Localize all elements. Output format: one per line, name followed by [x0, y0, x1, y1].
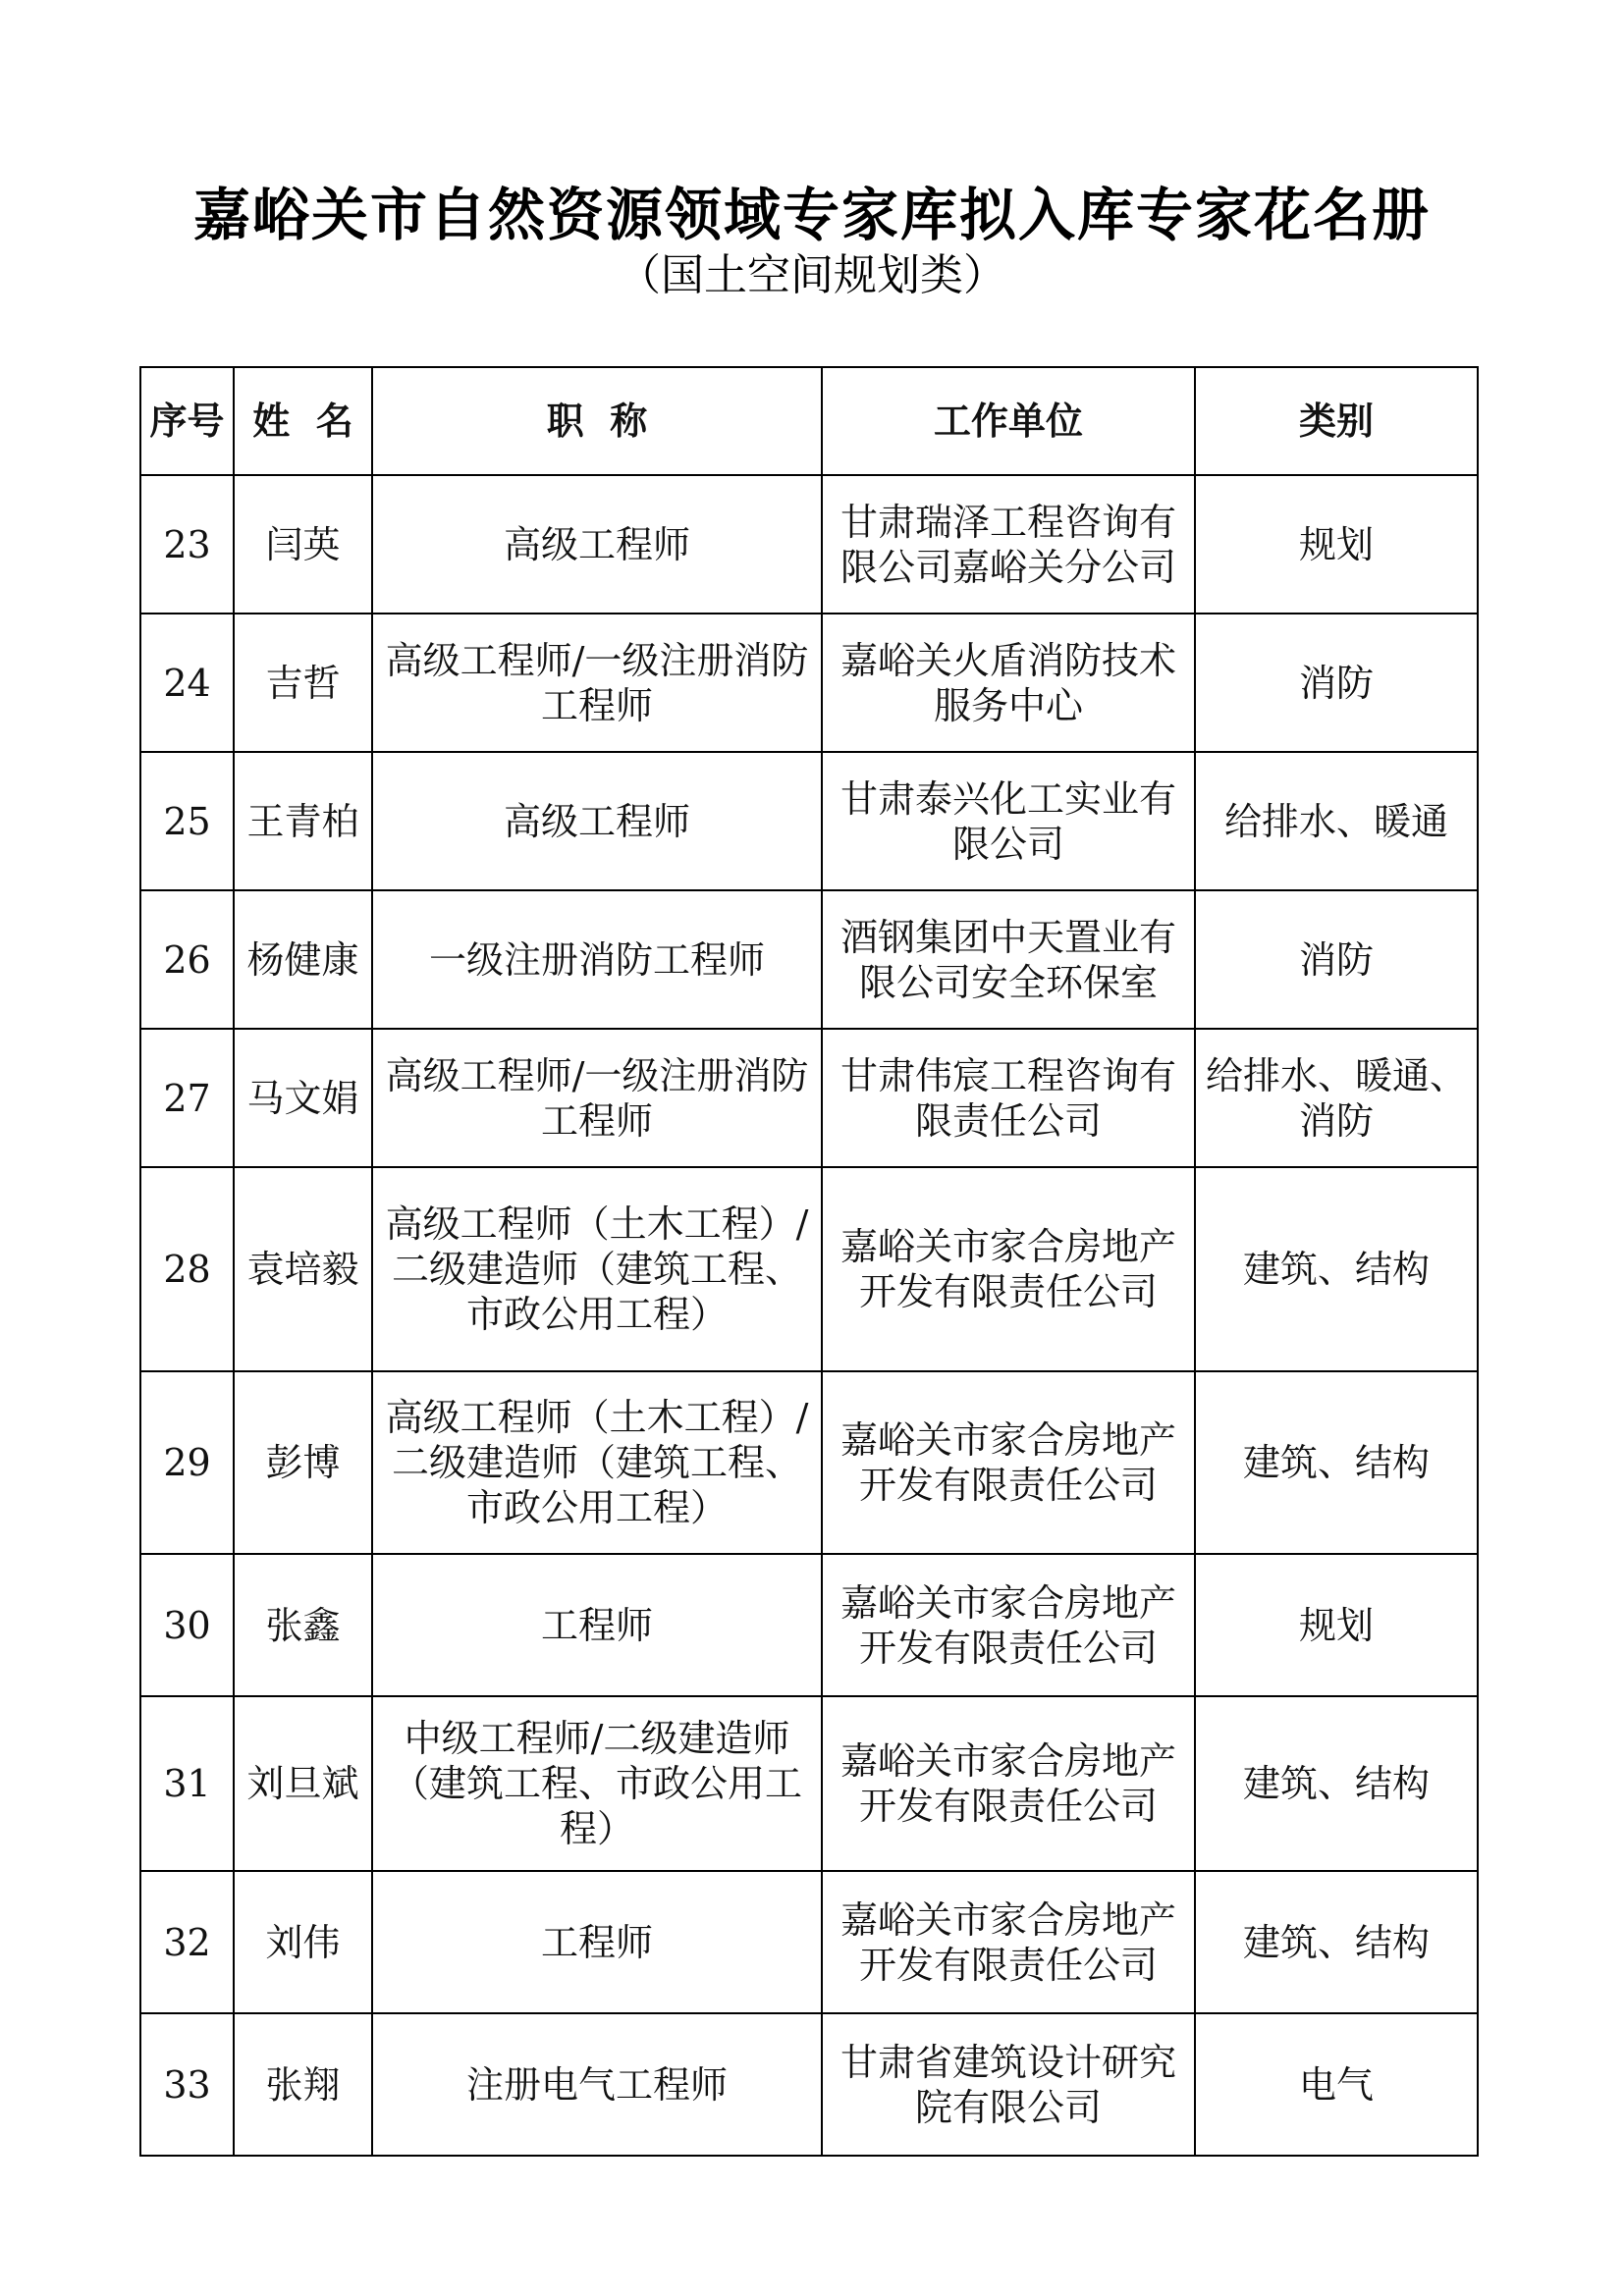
document-subtitle: （国土空间规划类） — [618, 250, 1006, 300]
table-row — [140, 614, 1478, 752]
row-title: 注册电气工程师 — [372, 2013, 822, 2156]
row-serial: 30 — [140, 1554, 234, 1696]
row-unit: 嘉峪关市家合房地产开发有限责任公司 — [822, 1696, 1195, 1871]
row-name: 王青柏 — [234, 752, 372, 890]
row-category: 建筑、结构 — [1195, 1167, 1478, 1371]
row-category: 消防 — [1195, 890, 1478, 1029]
row-unit: 甘肃省建筑设计研究院有限公司 — [822, 2013, 1195, 2156]
row-title: 一级注册消防工程师 — [372, 890, 822, 1029]
row-serial: 32 — [140, 1871, 234, 2013]
row-category: 建筑、结构 — [1195, 1696, 1478, 1871]
header-name: 姓 名 — [234, 367, 372, 475]
row-category: 给排水、暖通、消防 — [1195, 1029, 1478, 1167]
row-serial: 33 — [140, 2013, 234, 2156]
table-body — [140, 475, 1478, 2156]
row-unit: 甘肃泰兴化工实业有限公司 — [822, 752, 1195, 890]
expert-roster-table — [139, 366, 1479, 2157]
row-name: 彭博 — [234, 1371, 372, 1554]
row-unit: 嘉峪关市家合房地产开发有限责任公司 — [822, 1871, 1195, 2013]
row-category: 规划 — [1195, 1554, 1478, 1696]
header-title: 职 称 — [372, 367, 822, 475]
row-title: 工程师 — [372, 1871, 822, 2013]
header-serial: 序号 — [140, 367, 234, 475]
row-serial: 26 — [140, 890, 234, 1029]
row-name: 张鑫 — [234, 1554, 372, 1696]
table-row — [140, 1029, 1478, 1167]
row-unit: 甘肃瑞泽工程咨询有限公司嘉峪关分公司 — [822, 475, 1195, 614]
table-row — [140, 890, 1478, 1029]
table-row — [140, 2013, 1478, 2156]
row-title: 高级工程师/一级注册消防工程师 — [372, 1029, 822, 1167]
table-header-row — [140, 367, 1478, 475]
document-title: 嘉峪关市自然资源领域专家库拟入库专家花名册 — [192, 182, 1431, 248]
row-title: 高级工程师（土木工程）/二级建造师（建筑工程、市政公用工程） — [372, 1167, 822, 1371]
header-category: 类别 — [1195, 367, 1478, 475]
row-title: 高级工程师/一级注册消防工程师 — [372, 614, 822, 752]
row-category: 规划 — [1195, 475, 1478, 614]
row-title: 高级工程师（土木工程）/二级建造师（建筑工程、市政公用工程） — [372, 1371, 822, 1554]
header-unit: 工作单位 — [822, 367, 1195, 475]
row-unit: 酒钢集团中天置业有限公司安全环保室 — [822, 890, 1195, 1029]
row-title: 工程师 — [372, 1554, 822, 1696]
row-category: 建筑、结构 — [1195, 1371, 1478, 1554]
row-serial: 29 — [140, 1371, 234, 1554]
table-row — [140, 1554, 1478, 1696]
row-name: 杨健康 — [234, 890, 372, 1029]
row-title: 高级工程师 — [372, 475, 822, 614]
row-title: 高级工程师 — [372, 752, 822, 890]
row-name: 张翔 — [234, 2013, 372, 2156]
row-name: 刘伟 — [234, 1871, 372, 2013]
row-name: 闫英 — [234, 475, 372, 614]
table-row — [140, 1696, 1478, 1871]
row-unit: 嘉峪关火盾消防技术服务中心 — [822, 614, 1195, 752]
table-row — [140, 1871, 1478, 2013]
table-row — [140, 752, 1478, 890]
row-serial: 31 — [140, 1696, 234, 1871]
table-row — [140, 1371, 1478, 1554]
row-unit: 嘉峪关市家合房地产开发有限责任公司 — [822, 1554, 1195, 1696]
row-name: 刘旦斌 — [234, 1696, 372, 1871]
row-name: 袁培毅 — [234, 1167, 372, 1371]
row-unit: 嘉峪关市家合房地产开发有限责任公司 — [822, 1167, 1195, 1371]
row-serial: 25 — [140, 752, 234, 890]
row-name: 吉哲 — [234, 614, 372, 752]
row-unit: 甘肃伟宸工程咨询有限责任公司 — [822, 1029, 1195, 1167]
row-category: 给排水、暖通 — [1195, 752, 1478, 890]
row-name: 马文娟 — [234, 1029, 372, 1167]
row-unit: 嘉峪关市家合房地产开发有限责任公司 — [822, 1371, 1195, 1554]
row-serial: 28 — [140, 1167, 234, 1371]
row-category: 消防 — [1195, 614, 1478, 752]
row-category: 电气 — [1195, 2013, 1478, 2156]
row-category: 建筑、结构 — [1195, 1871, 1478, 2013]
row-title: 中级工程师/二级建造师（建筑工程、市政公用工程） — [372, 1696, 822, 1871]
table-row — [140, 475, 1478, 614]
row-serial: 24 — [140, 614, 234, 752]
table-row — [140, 1167, 1478, 1371]
row-serial: 27 — [140, 1029, 234, 1167]
row-serial: 23 — [140, 475, 234, 614]
